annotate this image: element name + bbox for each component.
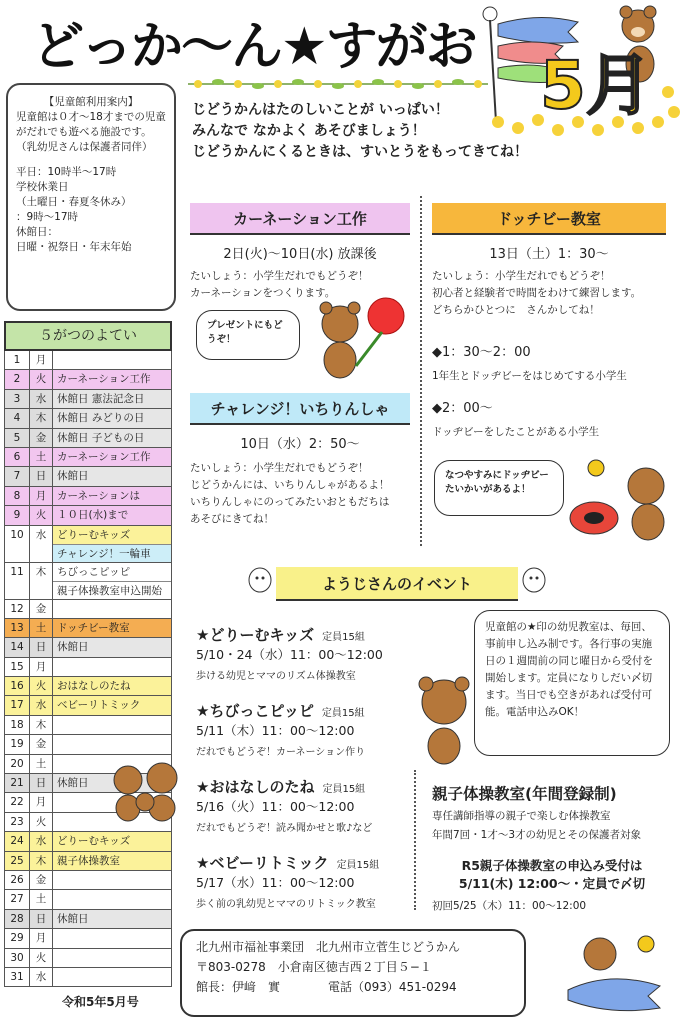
calendar-row	[4, 448, 172, 467]
calendar-weekday: 土	[30, 755, 53, 773]
calendar-weekday: 月	[30, 351, 53, 369]
event-capacity: 定員15組	[336, 860, 380, 871]
calendar-row	[4, 929, 172, 948]
calendar-weekday: 木	[30, 409, 53, 427]
carnation-section	[190, 203, 410, 302]
calendar-row	[4, 467, 172, 486]
calendar-weekday: 水	[30, 968, 53, 986]
parent-signup: R5親子体操教室の申込み受付は	[461, 858, 643, 873]
calendar-weekday: 土	[30, 890, 53, 908]
calendar-event: ベビーリトミック	[53, 696, 171, 714]
calendar-weekday: 月	[30, 658, 53, 676]
event-time: 5/16（火）11：00～12:00	[196, 799, 355, 814]
infant-event	[196, 852, 406, 928]
issue-label: 令和5年5月号	[62, 995, 139, 1009]
calendar-day: 24	[5, 832, 30, 850]
unicycle-line: じどうかんには、いちりんしゃがあるよ！	[190, 479, 390, 491]
calendar-weekday: 日	[30, 910, 53, 928]
calendar-event: どりーむキッズ	[53, 832, 171, 850]
calendar-weekday: 水	[30, 390, 53, 408]
calendar-day: 5	[5, 429, 30, 447]
calendar-weekday: 火	[30, 813, 53, 831]
carnation-line: たいしょう：小学生だれでもどうぞ！	[190, 270, 369, 282]
carnation-bubble: プレゼントにもどうぞ！	[196, 310, 300, 360]
calendar-day: 9	[5, 506, 30, 524]
calendar-row	[4, 390, 172, 409]
event-desc: 歩ける幼児とママのリズム体操教室	[196, 671, 356, 682]
parent-signup-date: 5/11(木) 12:00～・定員で〆切	[458, 876, 646, 891]
calendar-event	[53, 890, 171, 908]
calendar-row	[4, 506, 172, 525]
parent-exercise-title: 親子体操教室(年間登録制)	[432, 785, 617, 803]
calendar-day: 14	[5, 638, 30, 656]
calendar-row	[4, 370, 172, 389]
calendar-event: 休館日	[53, 638, 171, 656]
calendar-weekday: 火	[30, 949, 53, 967]
calendar-day: 15	[5, 658, 30, 676]
calendar-event	[53, 871, 171, 889]
calendar-weekday: 木	[30, 563, 53, 599]
calendar-event: ちびっこピッピ	[53, 563, 171, 582]
calendar-day: 10	[5, 526, 30, 562]
calendar-event: おはなしのたね	[53, 677, 171, 695]
calendar-day: 6	[5, 448, 30, 466]
calendar-weekday: 火	[30, 506, 53, 524]
infant-event	[196, 776, 406, 852]
calendar-day: 13	[5, 619, 30, 637]
info-line: ：9時～17時	[16, 211, 79, 223]
unicycle-heading: チャレンジ！いちりんしゃ	[190, 393, 410, 425]
calendar-day: 7	[5, 467, 30, 485]
dodgebee-date: 13日（土）1：30～	[489, 247, 609, 262]
calendar-day: 12	[5, 600, 30, 618]
calendar-event: 親子体操教室	[53, 852, 171, 870]
dodgebee-line: 初心者と経験者で時間をわけて練習します。	[432, 287, 642, 299]
calendar-event: カーネーション工作	[53, 448, 171, 466]
calendar-event	[53, 600, 171, 618]
newsletter-title: どっか～ん★すがお	[32, 17, 476, 77]
event-time: 5/10・24（水）11：00～12:00	[196, 647, 383, 662]
carnation-date: 2日(火)～10日(水) 放課後	[223, 247, 377, 262]
calendar-weekday: 金	[30, 600, 53, 618]
calendar-row	[4, 852, 172, 871]
calendar-weekday: 月	[30, 929, 53, 947]
calendar-event	[53, 716, 171, 734]
chick-icon	[520, 564, 548, 594]
parent-first-session: 初回5/25（木）11：00～12:00	[432, 900, 587, 912]
calendar-row	[4, 677, 172, 696]
footer-address: 〒803-0278 小倉南区徳吉西２丁目５−１	[196, 960, 432, 974]
dodgebee-heading: ドッチビー教室	[432, 203, 666, 235]
info-line: 児童館は０才～18才までの児童がだれでも遊べる施設です。（乳幼児さんは保護者同伴）	[16, 111, 166, 153]
calendar-row	[4, 638, 172, 657]
calendar-row	[4, 351, 172, 370]
calendar-title: ５がつのよてい	[4, 321, 172, 351]
calendar-event: 休館日 みどりの日	[53, 409, 171, 427]
event-capacity: 定員15組	[322, 632, 365, 643]
calendar-day: 11	[5, 563, 30, 599]
calendar-weekday: 水	[30, 696, 53, 714]
calendar-weekday: 土	[30, 448, 53, 466]
unicycle-line: あそびにきてね！	[190, 513, 274, 525]
info-line: 休館日：	[16, 226, 58, 238]
dodgebee-slot2-desc: ドッヂビーをしたことがある小学生	[432, 426, 600, 438]
info-line: 平日：10時半～17時	[16, 166, 117, 178]
column-divider	[414, 770, 416, 910]
info-line: 学校休業日	[16, 181, 69, 193]
event-capacity: 定員15組	[321, 708, 365, 719]
calendar-day: 30	[5, 949, 30, 967]
calendar-day: 29	[5, 929, 30, 947]
calendar-day: 26	[5, 871, 30, 889]
calendar-event	[53, 929, 171, 947]
infant-event	[196, 624, 406, 700]
infant-event-list	[196, 624, 406, 928]
calendar-row	[4, 716, 172, 735]
unicycle-date: 10日（水）2：50～	[240, 437, 360, 452]
calendar-day: 20	[5, 755, 30, 773]
calendar-row	[4, 968, 172, 987]
event-title: ★おはなしのたね	[196, 778, 315, 796]
calendar-event: 親子体操教室申込開始	[57, 584, 162, 597]
bear-frisbee-illustration	[566, 452, 678, 546]
calendar-row	[4, 526, 172, 563]
calendar-day: 16	[5, 677, 30, 695]
info-line: （土曜日・春夏冬休み）	[16, 196, 132, 208]
bear-carnation-illustration	[312, 296, 412, 382]
event-desc: 歩く前の乳幼児とママのリトミック教室	[196, 899, 376, 910]
column-divider	[420, 196, 422, 546]
contact-footer	[180, 929, 526, 1017]
calendar-row	[4, 619, 172, 638]
calendar-row	[4, 487, 172, 506]
parent-line: 年間7回・1才～3才の幼児とその保護者対象	[432, 829, 642, 841]
calendar-row	[4, 600, 172, 619]
calendar-day: 19	[5, 735, 30, 753]
calendar-row	[4, 409, 172, 428]
calendar-event: 休館日	[53, 774, 171, 792]
calendar-event	[53, 949, 171, 967]
dodgebee-line: どちらかひとつに さんかしてね！	[432, 304, 600, 316]
calendar-day: 21	[5, 774, 30, 792]
calendar-event: 休館日	[53, 467, 171, 485]
usage-info-box	[6, 83, 176, 311]
event-desc: だれでもどうぞ！読み聞かせと歌♪など	[196, 823, 373, 834]
calendar-event	[53, 968, 171, 986]
calendar-day: 1	[5, 351, 30, 369]
event-title: ★ちびっこピッピ	[196, 702, 314, 720]
info-line: 日曜・祝祭日・年末年始	[16, 241, 132, 253]
calendar-row	[4, 429, 172, 448]
calendar-event	[53, 658, 171, 676]
calendar-weekday: 土	[30, 619, 53, 637]
calendar-weekday: 金	[30, 871, 53, 889]
event-title: ★どりーむキッズ	[196, 626, 315, 644]
intro-text	[192, 100, 572, 163]
month-label: 5月	[540, 47, 652, 124]
calendar-event: 休館日	[53, 910, 171, 928]
infant-events-heading: ようじさんのイベント	[276, 567, 518, 601]
calendar-weekday: 日	[30, 638, 53, 656]
calendar-day: 22	[5, 793, 30, 811]
dodgebee-bubble: なつやすみにドッヂビーたいかいがあるよ！	[434, 460, 564, 516]
calendar-weekday: 火	[30, 370, 53, 388]
bear-koinobori-illustration	[560, 930, 670, 1020]
calendar-row	[4, 910, 172, 929]
calendar-event: どりーむキッズ	[53, 526, 171, 545]
parent-line: 専任講師指導の親子で楽しむ体操教室	[432, 810, 611, 822]
calendar-weekday: 木	[30, 716, 53, 734]
dodgebee-section	[432, 203, 666, 441]
calendar-day: 17	[5, 696, 30, 714]
intro-line: みんなで なかよく あそびましょう！	[192, 123, 426, 139]
infant-note-bubble: 児童館の★印の幼児教室は、毎回、事前申し込み制です。各行事の実施日の１週間前の同じ曜日から受付を開始します。定員になりしだい〆切ます。当日でも空きがあれば受付可能。電話申込みOK！	[474, 610, 670, 756]
calendar-event: カーネーションは	[53, 487, 171, 505]
calendar-day: 28	[5, 910, 30, 928]
calendar-day: 25	[5, 852, 30, 870]
unicycle-line: いちりんしゃにのってみたいおともだちは	[190, 496, 390, 508]
calendar-row	[4, 890, 172, 909]
calendar-day: 18	[5, 716, 30, 734]
event-capacity: 定員15組	[322, 784, 366, 795]
carnation-heading: カーネーション工作	[190, 203, 410, 235]
calendar-event	[53, 735, 171, 753]
calendar-day: 4	[5, 409, 30, 427]
calendar-weekday: 月	[30, 487, 53, 505]
vine-decoration	[188, 76, 488, 92]
calendar-day: 27	[5, 890, 30, 908]
event-time: 5/17（水）11：00～12:00	[196, 875, 355, 890]
parent-exercise-section	[432, 782, 672, 915]
calendar-weekday: 木	[30, 852, 53, 870]
calendar-weekday: 水	[30, 526, 53, 562]
calendar-event: ドッチビー教室	[53, 619, 171, 637]
calendar-row	[4, 658, 172, 677]
calendar-day: 23	[5, 813, 30, 831]
calendar-row	[4, 832, 172, 851]
monthly-calendar	[4, 321, 172, 987]
calendar-event	[53, 351, 171, 369]
calendar-row	[4, 563, 172, 600]
footer-contact: 館長：伊﨑 實 電話（093）451-0294	[196, 980, 457, 994]
intro-line: じどうかんはたのしいことが いっぱい！	[192, 102, 449, 118]
calendar-row	[4, 949, 172, 968]
event-time: 5/11（木）11：00～12:00	[196, 723, 355, 738]
calendar-weekday: 金	[30, 735, 53, 753]
calendar-row	[4, 871, 172, 890]
calendar-event: １０日(水)まで	[53, 506, 171, 524]
calendar-weekday: 火	[30, 677, 53, 695]
calendar-event: 休館日 子どもの日	[53, 429, 171, 447]
event-desc: だれでもどうぞ！カーネーション作り	[196, 747, 366, 758]
calendar-day: 3	[5, 390, 30, 408]
calendar-weekday: 日	[30, 467, 53, 485]
footer-org: 北九州市福祉事業団 北九州市立菅生じどうかん	[196, 940, 461, 954]
calendar-event: カーネーション工作	[53, 370, 171, 388]
dodgebee-slot1-desc: 1年生とドッヂビーをはじめてする小学生	[432, 370, 627, 382]
dodgebee-line: たいしょう：小学生だれでもどうぞ！	[432, 270, 611, 282]
chick-icon	[246, 564, 274, 594]
calendar-row	[4, 735, 172, 754]
calendar-weekday: 月	[30, 793, 53, 811]
infant-event	[196, 700, 406, 776]
bear-family-illustration	[106, 758, 186, 822]
intro-line: じどうかんにくるときは、すいとうをもってきてね！	[192, 144, 528, 160]
calendar-event: チャレンジ！一輪車	[53, 545, 171, 562]
calendar-weekday: 水	[30, 832, 53, 850]
calendar-day: 8	[5, 487, 30, 505]
dodgebee-slot1: ◆1：30～2：00	[432, 345, 531, 360]
unicycle-line: たいしょう：小学生だれでもどうぞ！	[190, 462, 369, 474]
carnation-line: カーネーションをつくります。	[190, 287, 336, 299]
calendar-row	[4, 696, 172, 715]
calendar-day: 2	[5, 370, 30, 388]
calendar-event: 休館日 憲法記念日	[53, 390, 171, 408]
info-heading: 【児童館利用案内】	[43, 96, 139, 108]
bear-cheer-illustration	[410, 672, 480, 768]
event-title: ★ベビーリトミック	[196, 854, 329, 872]
calendar-weekday: 金	[30, 429, 53, 447]
calendar-day: 31	[5, 968, 30, 986]
calendar-weekday: 日	[30, 774, 53, 792]
dodgebee-slot2: ◆2：00～	[432, 401, 493, 416]
unicycle-section	[190, 393, 410, 528]
